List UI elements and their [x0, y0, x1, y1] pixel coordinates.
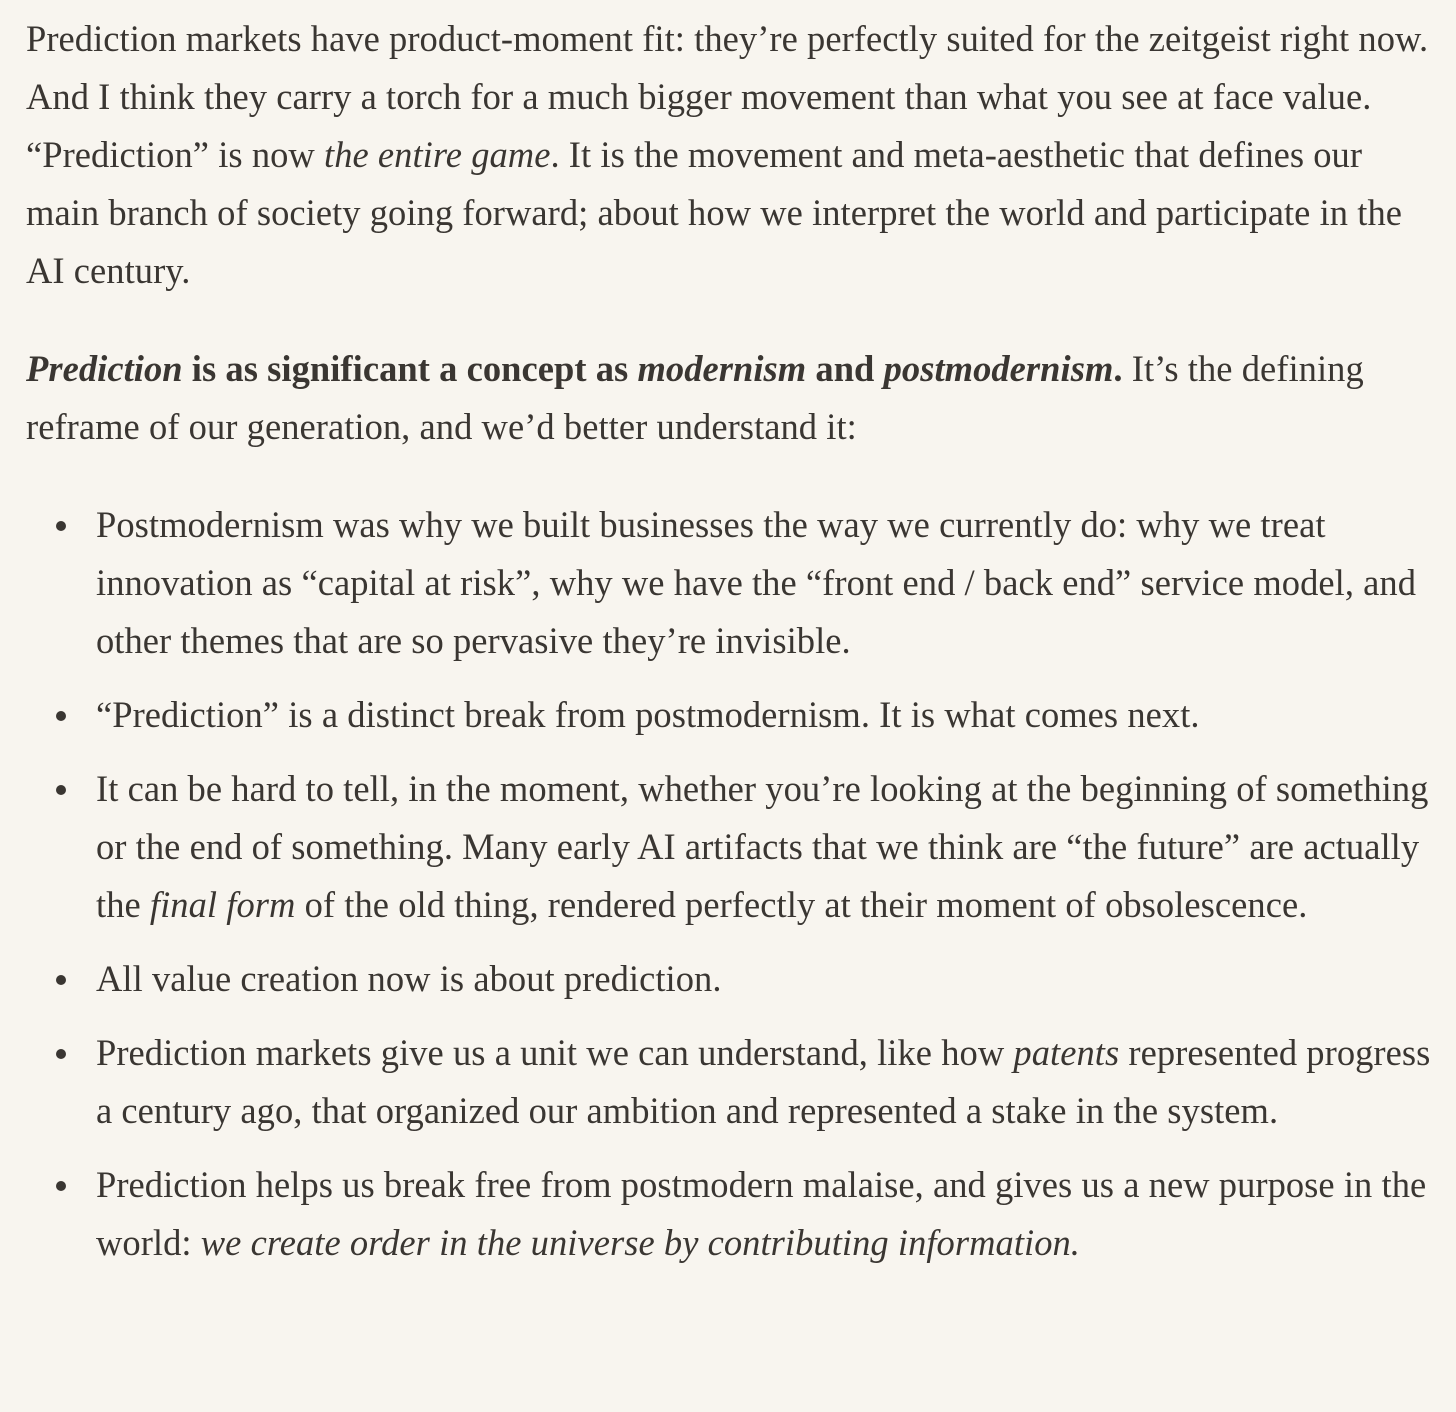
thesis-statement — [26, 348, 1123, 389]
list-item-text-1: Prediction helps us break free from postmodern malaise, and gives us a new purpose in the world: — [96, 1164, 1427, 1263]
paragraph-intro-text-2: . It is the movement and meta-aesthetic that defines our main branch of society going forward; about how we interpret the world and participate in the AI century. — [26, 134, 1403, 291]
list-item-distinct-break — [96, 686, 1432, 744]
thesis-text-1: is as significant a concept as — [182, 348, 638, 389]
list-item-emphasis: patents — [1013, 1032, 1120, 1073]
list-item-emphasis: final form — [149, 884, 296, 925]
list-item-text-1: It can be hard to tell, in the moment, whether you’re looking at the beginning of something or the end of something. Many early AI artifacts that we think are “the future” are actually the — [96, 768, 1429, 925]
thesis-rest: It’s the defining reframe of our generation, and we’d better understand it: — [26, 348, 1364, 447]
thesis-text-2: and — [806, 348, 884, 389]
list-item-postmodernism — [96, 496, 1432, 670]
list-item-text: All value creation now is about prediction. — [96, 958, 722, 999]
thesis-term-modernism: modernism — [637, 348, 807, 389]
paragraph-thesis — [26, 340, 1432, 456]
paragraph-intro — [26, 10, 1432, 300]
list-item-text: “Prediction” is a distinct break from postmodernism. It is what comes next. — [96, 694, 1200, 735]
thesis-term-prediction: Prediction — [26, 348, 183, 389]
list-item-beginning-or-end — [96, 760, 1432, 934]
list-item-patents — [96, 1024, 1432, 1140]
list-item-malaise — [96, 1156, 1432, 1272]
list-item-text-1: Prediction markets give us a unit we can understand, like how — [96, 1032, 1014, 1073]
list-item-text: Postmodernism was why we built businesses the way we currently do: why we treat innovation as “capital at risk”, why we have the “front end / back end” service model, and other themes that are so pervasive they’re invisible. — [96, 504, 1417, 661]
list-item-emphasis: we create order in the universe by contributing information. — [200, 1222, 1080, 1263]
paragraph-intro-text-1: Prediction markets have product-moment fit: they’re perfectly suited for the zeitgeist right now. And I think they carry a torch for a much bigger movement than what you see at face value. “Prediction” is now — [26, 18, 1429, 175]
list-item-text-2: represented progress a century ago, that organized our ambition and represented a stake in the system. — [96, 1032, 1431, 1131]
list-item-text-2: of the old thing, rendered perfectly at their moment of obsolescence. — [295, 884, 1308, 925]
thesis-period: . — [1113, 348, 1123, 389]
list-item-value-creation — [96, 950, 1432, 1008]
paragraph-intro-emphasis: the entire game — [324, 134, 551, 175]
bullet-list — [26, 496, 1432, 1272]
thesis-term-postmodernism: postmodernism — [883, 348, 1114, 389]
